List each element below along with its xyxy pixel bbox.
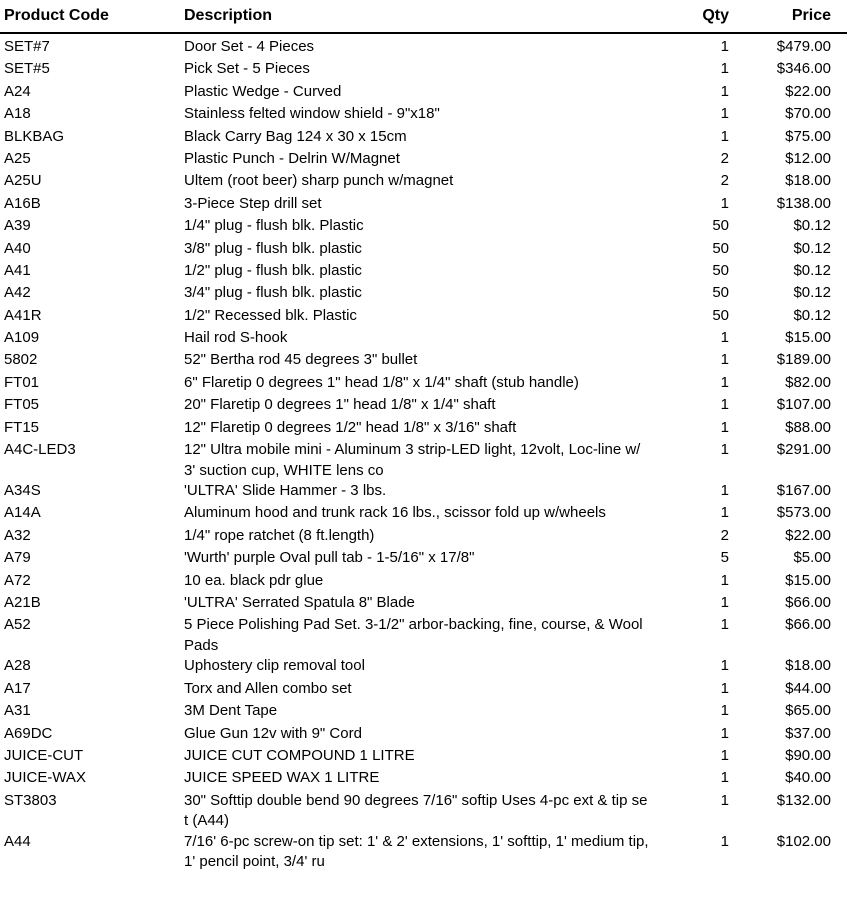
description-cell: 5 Piece Polishing Pad Set. 3-1/2" arbor-backing, fine, course, & Wool Pads (184, 616, 643, 654)
price-cell: $167.00 (776, 482, 831, 500)
table-row (0, 746, 847, 768)
table-body (0, 37, 847, 873)
table-row (0, 768, 847, 790)
description-cell: Pick Set - 5 Pieces (184, 60, 310, 78)
description-cell: Plastic Punch - Delrin W/Magnet (184, 149, 400, 167)
qty-cell: 1 (720, 769, 729, 787)
price-cell: $70.00 (785, 105, 831, 123)
table-row (0, 194, 847, 216)
product-code-cell: A79 (4, 549, 31, 567)
product-code-cell: A69DC (4, 724, 53, 742)
price-cell: $0.12 (793, 239, 831, 257)
price-cell: $132.00 (776, 791, 831, 809)
table-row (0, 481, 847, 503)
description-cell: Hail rod S-hook (184, 329, 288, 347)
header-qty: Qty (702, 7, 729, 24)
qty-cell: 1 (720, 702, 729, 720)
price-cell: $75.00 (785, 127, 831, 145)
description-cell: 1/2" Recessed blk. Plastic (184, 306, 357, 324)
description-cell: 6" Flaretip 0 degrees 1" head 1/8" x 1/4" shaft (stub handle) (184, 373, 579, 391)
price-cell: $82.00 (785, 373, 831, 391)
description-cell: Black Carry Bag 124 x 30 x 15cm (184, 127, 407, 145)
qty-cell: 2 (720, 172, 729, 190)
qty-cell: 1 (720, 38, 729, 55)
qty-cell: 1 (720, 746, 729, 764)
price-cell: $189.00 (776, 351, 831, 369)
description-cell: 12" Ultra mobile mini - Aluminum 3 strip-LED light, 12volt, Loc-line w/3' suction cup, WHITE lens co (184, 441, 641, 479)
qty-cell: 1 (720, 441, 729, 459)
table-row (0, 306, 847, 328)
qty-cell: 1 (720, 616, 729, 634)
qty-cell: 1 (720, 504, 729, 522)
qty-cell: 1 (720, 60, 729, 78)
product-code-cell: A32 (4, 526, 31, 544)
price-cell: $65.00 (785, 702, 831, 720)
product-code-cell: A52 (4, 616, 31, 634)
table-row (0, 679, 847, 701)
product-code-cell: FT05 (4, 396, 40, 414)
qty-cell: 1 (720, 571, 729, 589)
product-code-cell: A72 (4, 571, 31, 589)
description-cell: 30" Softtip double bend 90 degrees 7/16" softip Uses 4-pc ext & tip set (A44) (184, 791, 648, 830)
price-cell: $18.00 (785, 657, 831, 675)
table-row (0, 239, 847, 261)
product-code-cell: A42 (4, 284, 31, 302)
table-row (0, 791, 847, 832)
product-code-cell: SET#5 (4, 60, 50, 78)
qty-cell: 50 (712, 284, 729, 302)
product-code-cell: ST3803 (4, 791, 57, 809)
qty-cell: 1 (720, 791, 729, 809)
price-cell: $37.00 (785, 724, 831, 742)
table-row (0, 526, 847, 548)
price-cell: $0.12 (793, 217, 831, 235)
table-row (0, 171, 847, 193)
price-cell: $22.00 (785, 82, 831, 100)
product-code-cell: SET#7 (4, 38, 50, 55)
qty-cell: 2 (720, 526, 729, 544)
product-code-cell: JUICE-CUT (4, 746, 84, 764)
table-row (0, 37, 847, 59)
qty-cell: 1 (720, 832, 729, 850)
product-code-cell: A14A (4, 504, 41, 522)
qty-cell: 5 (720, 549, 729, 567)
description-cell: Glue Gun 12v with 9" Cord (184, 724, 362, 742)
price-cell: $18.00 (785, 172, 831, 190)
table-row (0, 216, 847, 238)
table-row (0, 149, 847, 171)
product-code-cell: A24 (4, 82, 31, 100)
description-cell: 52" Bertha rod 45 degrees 3" bullet (184, 351, 418, 369)
qty-cell: 50 (712, 217, 729, 235)
table-row (0, 701, 847, 723)
product-code-cell: A39 (4, 217, 31, 235)
table-row (0, 395, 847, 417)
qty-cell: 1 (720, 482, 729, 500)
price-cell: $90.00 (785, 746, 831, 764)
description-cell: 1/2" plug - flush blk. plastic (184, 261, 362, 279)
description-cell: 3-Piece Step drill set (184, 194, 322, 212)
qty-cell: 1 (720, 329, 729, 347)
table-row (0, 656, 847, 678)
description-cell: 'ULTRA' Slide Hammer - 3 lbs. (184, 482, 387, 500)
header-description: Description (184, 7, 273, 24)
price-cell: $88.00 (785, 418, 831, 436)
description-cell: 20" Flaretip 0 degrees 1" head 1/8" x 1/4" shaft (184, 396, 496, 414)
qty-cell: 1 (720, 373, 729, 391)
price-cell: $0.12 (793, 306, 831, 324)
qty-cell: 2 (720, 149, 729, 167)
table-header (0, 0, 847, 34)
price-cell: $479.00 (776, 38, 831, 55)
product-code-cell: 5802 (4, 351, 38, 369)
product-code-cell: A41 (4, 261, 31, 279)
description-cell: 'ULTRA' Serrated Spatula 8" Blade (184, 593, 415, 611)
price-cell: $573.00 (776, 504, 831, 522)
product-code-cell: BLKBAG (4, 127, 65, 145)
description-cell: 12" Flaretip 0 degrees 1/2" head 1/8" x 3/16" shaft (184, 418, 517, 436)
product-code-cell: A16B (4, 194, 41, 212)
qty-cell: 1 (720, 679, 729, 697)
price-cell: $12.00 (785, 149, 831, 167)
qty-cell: 1 (720, 127, 729, 145)
product-code-cell: A31 (4, 702, 31, 720)
product-code-cell: A28 (4, 657, 31, 675)
price-cell: $107.00 (776, 396, 831, 414)
description-cell: Stainless felted window shield - 9"x18" (184, 105, 440, 123)
description-cell: JUICE CUT COMPOUND 1 LITRE (184, 746, 415, 764)
qty-cell: 1 (720, 657, 729, 675)
table-row (0, 328, 847, 350)
product-code-cell: A40 (4, 239, 31, 257)
product-code-cell: A17 (4, 679, 31, 697)
price-cell: $15.00 (785, 571, 831, 589)
product-code-cell: JUICE-WAX (4, 769, 86, 787)
price-cell: $0.12 (793, 284, 831, 302)
product-code-cell: A18 (4, 105, 31, 123)
table-row (0, 104, 847, 126)
table-row (0, 59, 847, 81)
product-code-cell: A4C-LED3 (4, 441, 76, 459)
price-cell: $291.00 (776, 441, 831, 459)
price-cell: $0.12 (793, 261, 831, 279)
table-row (0, 724, 847, 746)
description-cell: 'Wurth' purple Oval pull tab - 1-5/16" x 17/8" (184, 549, 475, 567)
qty-cell: 50 (712, 261, 729, 279)
price-cell: $5.00 (793, 549, 831, 567)
product-code-cell: A21B (4, 593, 41, 611)
table-row (0, 82, 847, 104)
price-cell: $138.00 (776, 194, 831, 212)
product-code-cell: A44 (4, 832, 31, 850)
header-price: Price (791, 7, 831, 24)
product-code-cell: FT15 (4, 418, 40, 436)
qty-cell: 50 (712, 306, 729, 324)
product-code-cell: A25 (4, 149, 31, 167)
product-code-cell: A41R (4, 306, 42, 324)
table-row (0, 503, 847, 525)
qty-cell: 1 (720, 194, 729, 212)
qty-cell: 50 (712, 239, 729, 257)
price-cell: $102.00 (776, 832, 831, 850)
price-cell: $66.00 (785, 616, 831, 634)
qty-cell: 1 (720, 351, 729, 369)
description-cell: 7/16' 6-pc screw-on tip set: 1' & 2' extensions, 1' softtip, 1' medium tip, 1' pencil point, 3/4' ru (184, 832, 649, 871)
table-row (0, 593, 847, 615)
description-cell: 10 ea. black pdr glue (184, 571, 324, 589)
qty-cell: 1 (720, 396, 729, 414)
qty-cell: 1 (720, 418, 729, 436)
table-row (0, 261, 847, 283)
table-row (0, 615, 847, 656)
table-row (0, 350, 847, 372)
description-cell: JUICE SPEED WAX 1 LITRE (184, 769, 380, 787)
table-row (0, 832, 847, 873)
description-cell: 3/8" plug - flush blk. plastic (184, 239, 362, 257)
qty-cell: 1 (720, 105, 729, 123)
price-cell: $15.00 (785, 329, 831, 347)
product-code-cell: A25U (4, 172, 42, 190)
price-cell: $346.00 (776, 60, 831, 78)
product-code-cell: A34S (4, 482, 41, 500)
description-cell: Plastic Wedge - Curved (184, 82, 342, 100)
table-row (0, 548, 847, 570)
table-row (0, 373, 847, 395)
table-row (0, 418, 847, 440)
description-cell: Torx and Allen combo set (184, 679, 352, 697)
table-row (0, 440, 847, 481)
price-cell: $44.00 (785, 679, 831, 697)
product-code-cell: FT01 (4, 373, 40, 391)
table-row (0, 127, 847, 149)
price-cell: $66.00 (785, 593, 831, 611)
description-cell: Ultem (root beer) sharp punch w/magnet (184, 172, 454, 190)
qty-cell: 1 (720, 724, 729, 742)
description-cell: Door Set - 4 Pieces (184, 38, 315, 55)
table-row (0, 283, 847, 305)
description-cell: Uphostery clip removal tool (184, 657, 365, 675)
description-cell: 3M Dent Tape (184, 702, 278, 720)
description-cell: 3/4" plug - flush blk. plastic (184, 284, 362, 302)
description-cell: 1/4" plug - flush blk. Plastic (184, 217, 364, 235)
table-row (0, 571, 847, 593)
qty-cell: 1 (720, 82, 729, 100)
price-cell: $22.00 (785, 526, 831, 544)
description-cell: Aluminum hood and trunk rack 16 lbs., scissor fold up w/wheels (184, 504, 606, 522)
header-product-code: Product Code (4, 7, 109, 24)
price-cell: $40.00 (785, 769, 831, 787)
product-code-cell: A109 (4, 329, 40, 347)
description-cell: 1/4" rope ratchet (8 ft.length) (184, 526, 375, 544)
qty-cell: 1 (720, 593, 729, 611)
